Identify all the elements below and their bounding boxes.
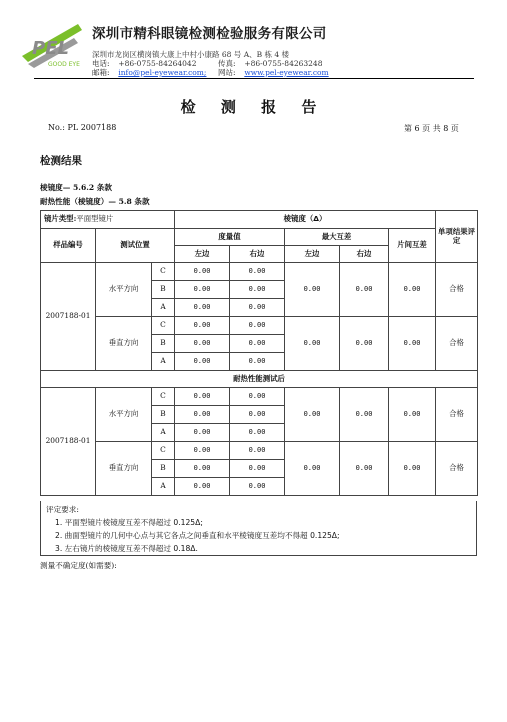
between-value: 0.00 <box>389 317 436 371</box>
degree-right-value: 0.00 <box>230 299 285 317</box>
point-label: A <box>152 478 175 496</box>
between-value: 0.00 <box>389 388 436 442</box>
max-diff-header: 最大互差 <box>285 229 389 246</box>
email-row <box>92 67 206 78</box>
degree-right-header: 右边 <box>230 246 285 263</box>
degree-right-value: 0.00 <box>230 281 285 299</box>
point-label: C <box>152 442 175 460</box>
degree-right-value: 0.00 <box>230 263 285 281</box>
max-right-value: 0.00 <box>340 388 389 442</box>
email-link[interactable]: info@pel-eyewear.com; <box>118 68 207 77</box>
point-label: C <box>152 388 175 406</box>
point-label: A <box>152 299 175 317</box>
degree-right-value: 0.00 <box>230 460 285 478</box>
report-number: No.: PL 2007188 <box>48 123 117 132</box>
lens-type-label: 镜片类型: <box>44 214 77 224</box>
degree-left-value: 0.00 <box>175 460 230 478</box>
results-heading: 检测结果 <box>40 155 82 167</box>
between-header: 片间互差 <box>389 229 436 263</box>
max-right-header: 右边 <box>340 246 389 263</box>
direction-label: 水平方向 <box>96 388 152 442</box>
max-right-value: 0.00 <box>340 442 389 496</box>
max-right-value: 0.00 <box>340 317 389 371</box>
clause-heat: 耐热性能（棱镜度）— 5.8 条款 <box>40 197 150 206</box>
degree-right-value: 0.00 <box>230 442 285 460</box>
company-address: 深圳市龙岗区横岗镇大康上中村小康路 68 号 A、B 栋 4 楼 <box>92 50 290 59</box>
degree-header: 度量值 <box>175 229 285 246</box>
max-left-value: 0.00 <box>285 263 340 317</box>
sample-header: 样品编号 <box>41 229 96 263</box>
requirement-item-2: 2. 曲面型镜片的几何中心点与其它各点之间垂直和水平棱镜度互差均不得超 0.125Δ; <box>55 531 340 540</box>
result-value: 合格 <box>436 317 478 371</box>
degree-left-value: 0.00 <box>175 317 230 335</box>
direction-label: 垂直方向 <box>96 317 152 371</box>
degree-right-value: 0.00 <box>230 406 285 424</box>
requirements-label: 评定要求: <box>46 505 79 514</box>
point-label: B <box>152 406 175 424</box>
web-row <box>218 67 329 78</box>
degree-right-value: 0.00 <box>230 478 285 496</box>
degree-left-value: 0.00 <box>175 478 230 496</box>
degree-left-value: 0.00 <box>175 442 230 460</box>
direction-label: 水平方向 <box>96 263 152 317</box>
web-link[interactable]: www.pel-eyewear.com <box>244 68 329 77</box>
point-label: B <box>152 460 175 478</box>
phone-value: +86-0755-84264042 <box>118 59 197 68</box>
max-left-value: 0.00 <box>285 388 340 442</box>
max-left-value: 0.00 <box>285 317 340 371</box>
measurement-uncertainty: 测量不确定度(如需要): <box>40 561 117 570</box>
logo-subtext: GOOD EYE <box>48 61 80 68</box>
degree-left-value: 0.00 <box>175 299 230 317</box>
report-title: 检 测 报 告 <box>180 98 327 116</box>
clause-prism: 棱镜度— 5.6.2 条款 <box>40 183 112 192</box>
degree-left-value: 0.00 <box>175 388 230 406</box>
degree-left-value: 0.00 <box>175 263 230 281</box>
degree-right-value: 0.00 <box>230 353 285 371</box>
degree-left-value: 0.00 <box>175 335 230 353</box>
after-heat-test-row: 耐热性能测试后 <box>41 371 478 388</box>
page-indicator: 第 6 页 共 8 页 <box>404 124 459 133</box>
degree-right-value: 0.00 <box>230 335 285 353</box>
sample-id: 2007188-01 <box>41 388 96 496</box>
requirement-item-3: 3. 左右镜片的棱镜度互差不得超过 0.18Δ. <box>55 544 198 553</box>
between-value: 0.00 <box>389 442 436 496</box>
fax-value: +86-0755-84263248 <box>244 59 323 68</box>
result-value: 合格 <box>436 442 478 496</box>
point-label: A <box>152 353 175 371</box>
point-label: B <box>152 335 175 353</box>
degree-right-value: 0.00 <box>230 388 285 406</box>
requirement-item-1: 1. 平面型镜片棱镜度互差不得超过 0.125Δ; <box>55 518 203 527</box>
point-label: B <box>152 281 175 299</box>
degree-left-value: 0.00 <box>175 406 230 424</box>
company-logo <box>18 16 88 74</box>
point-label: A <box>152 424 175 442</box>
degree-left-header: 左边 <box>175 246 230 263</box>
sample-id: 2007188-01 <box>41 263 96 371</box>
degree-left-value: 0.00 <box>175 281 230 299</box>
result-value: 合格 <box>436 263 478 317</box>
between-value: 0.00 <box>389 263 436 317</box>
lens-type-cell <box>41 211 175 229</box>
lens-type-value: 平面型镜片 <box>76 214 114 224</box>
logo-text: PEL <box>32 38 69 59</box>
point-label: C <box>152 263 175 281</box>
phone-label: 电话: <box>92 59 110 68</box>
direction-label: 垂直方向 <box>96 442 152 496</box>
fax-label: 传真: <box>218 59 236 68</box>
result-value: 合格 <box>436 388 478 442</box>
position-header: 测试位置 <box>96 229 175 263</box>
max-right-value: 0.00 <box>340 263 389 317</box>
result-header: 单项结果评定 <box>436 211 478 263</box>
web-label: 网站: <box>218 68 236 77</box>
degree-left-value: 0.00 <box>175 424 230 442</box>
point-label: C <box>152 317 175 335</box>
company-name: 深圳市精科眼镜检测检验服务有限公司 <box>92 26 327 42</box>
header-divider <box>34 78 474 79</box>
degree-left-value: 0.00 <box>175 353 230 371</box>
degree-right-value: 0.00 <box>230 424 285 442</box>
prism-results-table <box>40 210 478 496</box>
degree-right-value: 0.00 <box>230 317 285 335</box>
prism-header: 棱镜度（Δ） <box>175 211 436 229</box>
email-label: 邮箱: <box>92 68 110 77</box>
max-left-header: 左边 <box>285 246 340 263</box>
max-left-value: 0.00 <box>285 442 340 496</box>
